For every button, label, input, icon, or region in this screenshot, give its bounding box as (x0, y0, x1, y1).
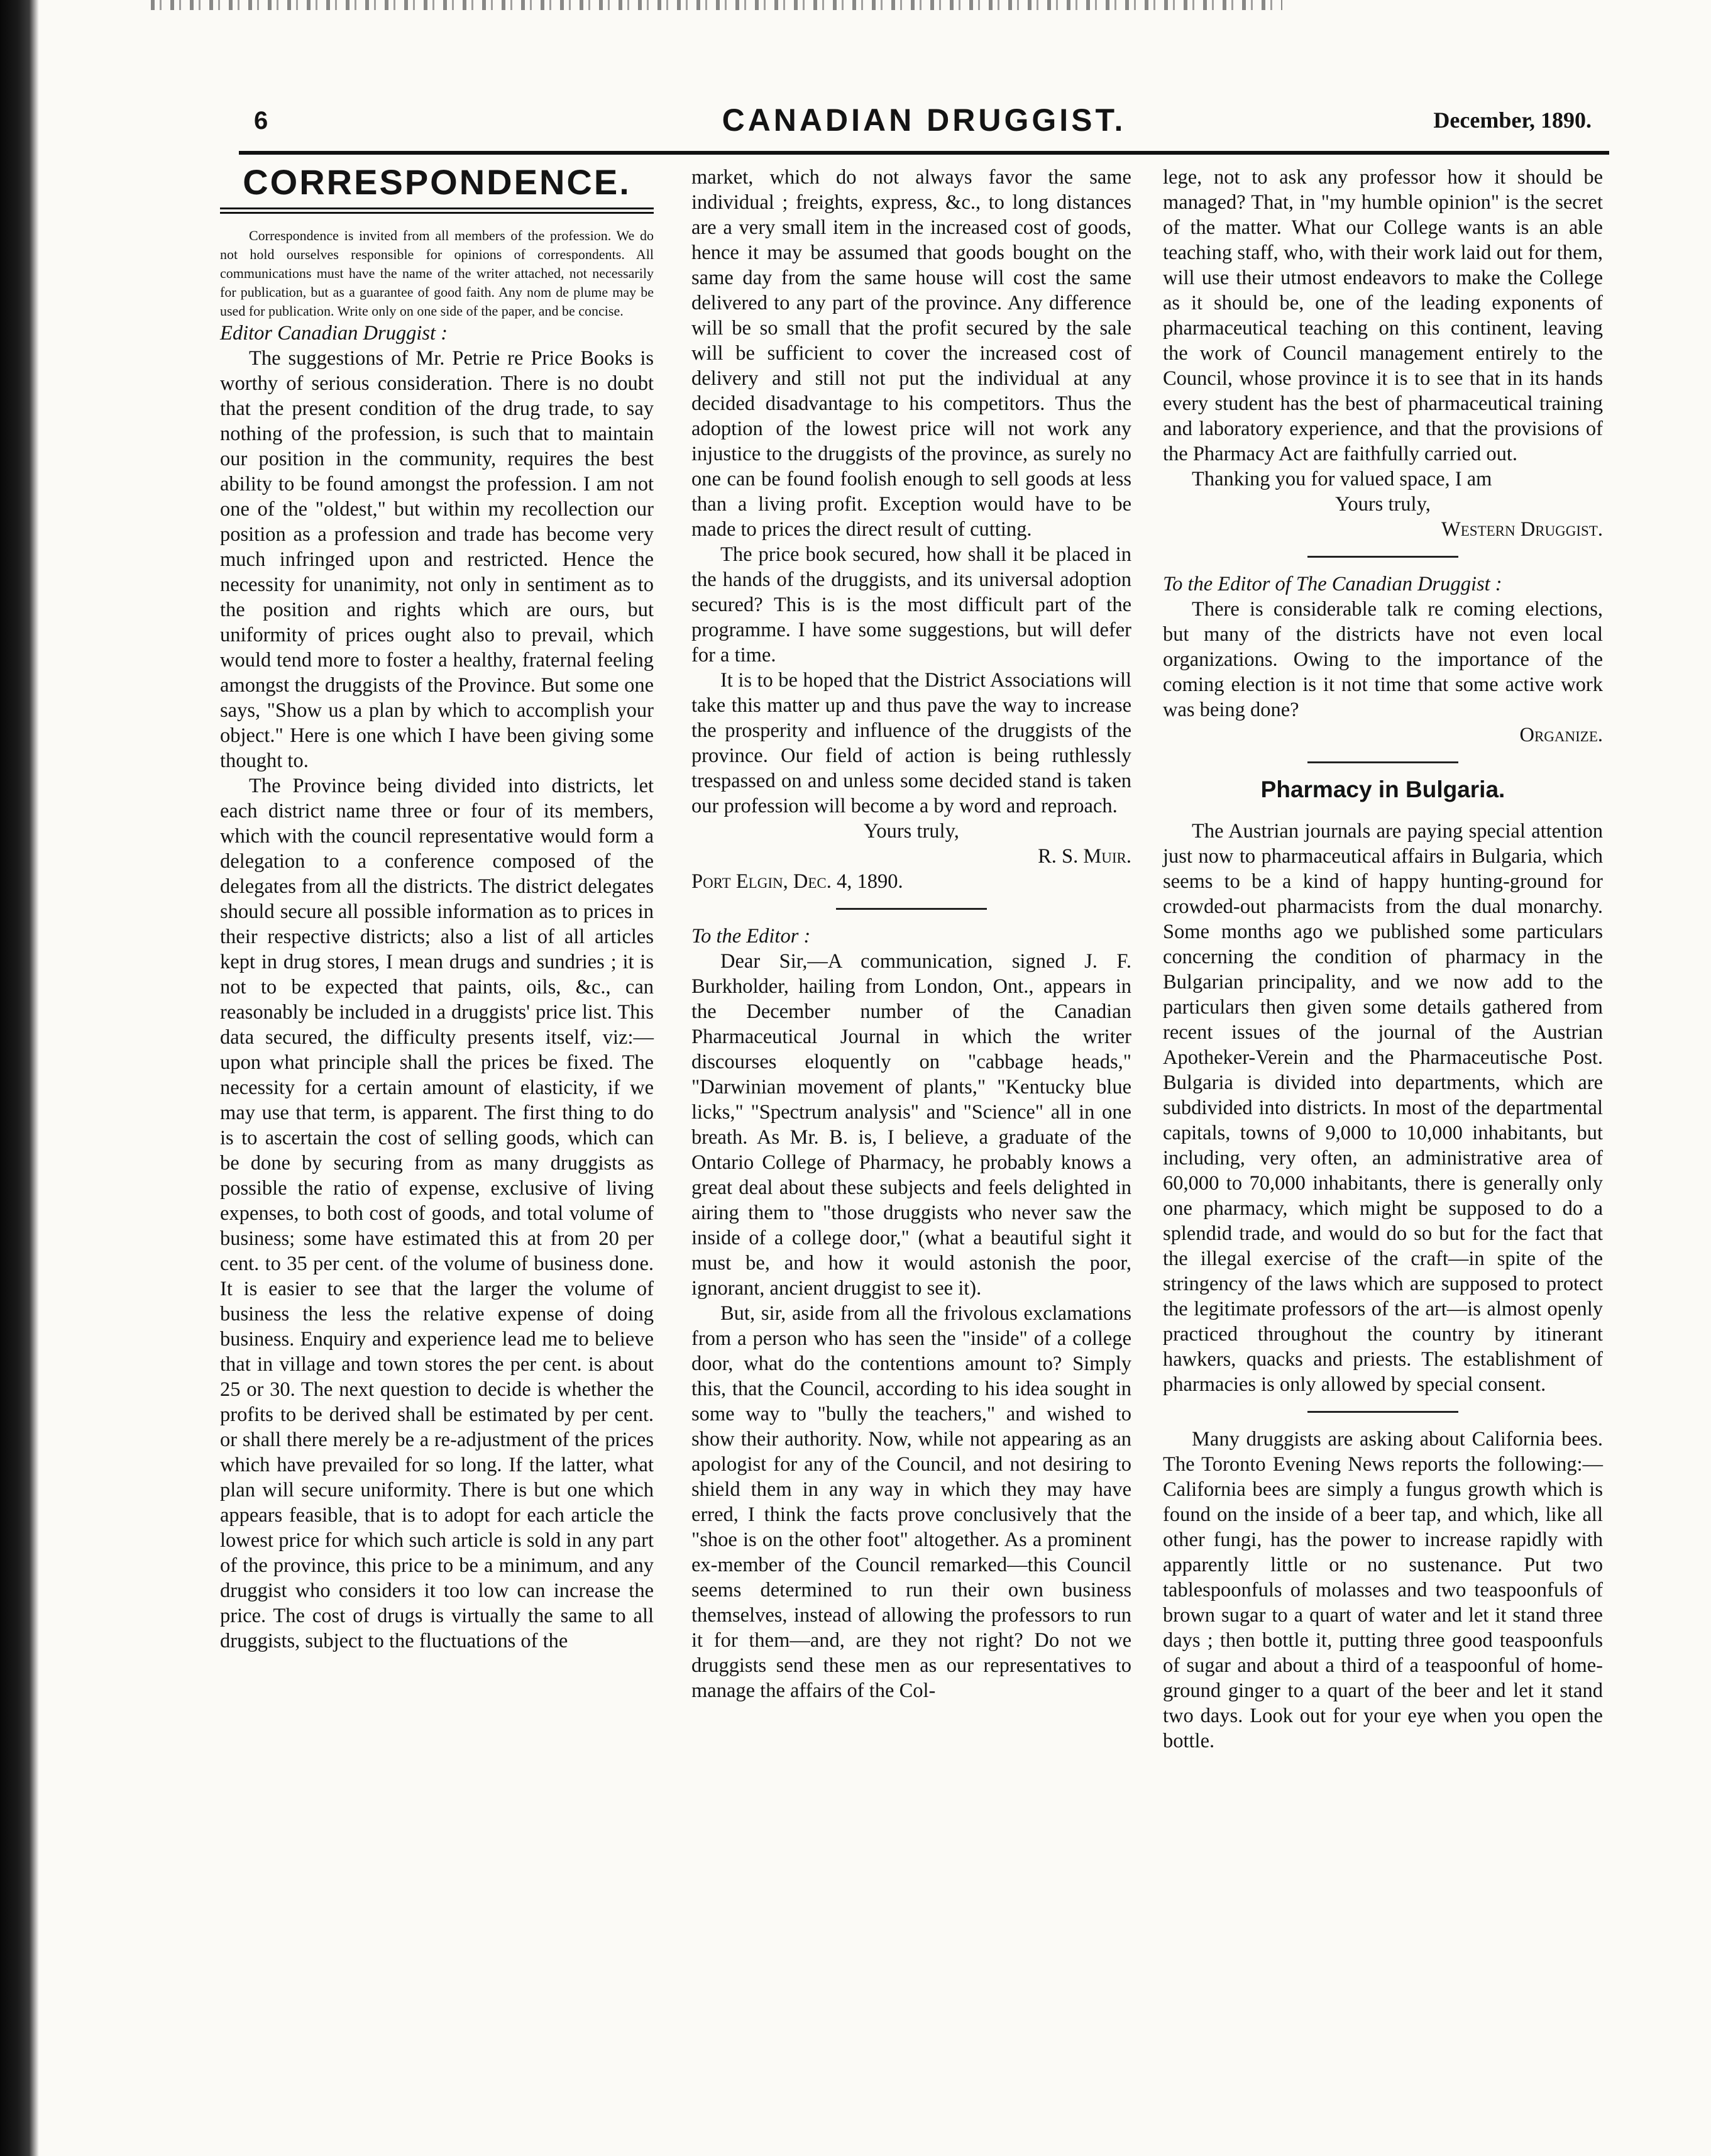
article-title: Pharmacy in Bulgaria. (1260, 777, 1505, 802)
article-paragraph: The Austrian journals are paying special attention just now to pharmaceutical affairs in Bulgaria, which seems to be a kind of happy hunting-ground for crowded-out pharmacists from the dual monarchy. Some months ago we published some particulars concerning the condition of pharmacy in the Bulgarian principality, and we now add to the particulars then given some details gathered from recent issues of the journal of the Austrian Apotheker-Verein and the Pharmaceutische Post. Bulgaria is divided into departments, which are subdivided into districts. In most of the departmental capitals, towns of 9,000 to 10,000 inhabitants, but including, very often, an administrative area of 60,000 to 70,000 inhabitants, there is generally only one pharmacy, which might be supposed to do a splendid trade, and would do so but for the fact that the illegal exercise of the craft—in spite of the stringency of the laws which are supposed to protect the legitimate professors of the art—is almost openly practiced throughout the country by itinerant hawkers, quacks and priests. The establishment of pharmacies is only allowed by special consent. (1163, 820, 1603, 1396)
letter1-signature: R. S. Muir. (1038, 845, 1131, 868)
page-binding-edge (0, 0, 39, 2156)
letter2-paragraph: Dear Sir,—A communication, signed J. F. Burkholder, hailing from London, Ont., appears in the December number of the Canadian Pharmaceutical Journal in which the writer discourses eloquently on "cabbage heads," "Darwinian movement of plants," "Kentucky blue licks," "Spectrum analysis" and "Science" all in one breath. As Mr. B. is, I believe, a graduate of the Ontario College of Pharmacy, he probably knows a great deal about these subjects and feels delighted in airing them to "those druggists who never saw the inside of a college door," (what a beautiful sight it must be, and how it would astonish the poor, ignorant, ancient druggist to see it). (691, 950, 1131, 1300)
letter3-salutation: To the Editor of The Canadian Druggist : (1163, 573, 1502, 595)
letter2-paragraph: But, sir, aside from all the frivolous exclamations from a person who has seen the "inside" of a college door, what do the contentions amount to? Simply this, that the Council, according to his idea sought in some way to "bully the teachers," and wished to show their authority. Now, while not appearing as an apologist for any of the Council, and not desiring to shield them in any way in which they may have erred, I think the facts prove conclusively that the "shoe is on the other foot" altogether. As a prominent ex-member of the Council remarked—this Council seems determined to run their own business themselves, instead of allowing the professors to run it for them—and, are they not right? Do not we druggists send these men as our representatives to manage the affairs of the Col- (691, 1302, 1131, 1702)
page-header (239, 94, 1609, 145)
article-paragraph: Many druggists are asking about California bees. The Toronto Evening News reports the following:—California bees are simply a fungus growth which is found on the inside of a beer tap, and which, like all other fungi, has the power to increase rapidly with apparently little or no sustenance. Put two tablespoonfuls of molasses and two teaspoonfuls of brown sugar to a quart of water and let it stand three days ; then bottle it, putting three good teaspoonfuls of sugar and about a third of a teaspoonful of home-ground ginger to a quart of the beer and let it stand two days. Look out for your eye when you open the bottle. (1163, 1428, 1603, 1752)
letter2-closing: Yours truly, (1335, 493, 1431, 516)
letter2-paragraph: Thanking you for valued space, I am (1192, 468, 1492, 490)
letter1-salutation: Editor Canadian Druggist : (220, 322, 448, 345)
letter1-closing: Yours truly, (864, 820, 959, 843)
divider-rule (1307, 556, 1458, 558)
letter1-paragraph: The Province being divided into districts, let each district name three or four of its members, which with the council representative would form a delegation to a conference composed of the delegates from all the districts. The district delegates should secure all possible information as to prices in their respective districts; also a list of all articles kept in drug stores, I mean drugs and sundries ; it is not to be expected that paints, oils, &c., can reasonably be included in a druggists' price list. This data secured, the difficulty presents itself, viz:— upon what principle shall the prices be fixed. The necessity for a certain amount of elasticity, if we may use that term, is apparent. The first thing to do is to ascertain the cost of selling goods, which can be done by securing from as many druggists as possible the ratio of expense, exclusive of living expenses, to both cost of goods, and total volume of business; some have estimated this at from 20 per cent. to 35 per cent. of the volume of business done. It is easier to see that the larger the volume of business the less the relative expense of doing business. Enquiry and experience lead me to believe that in village and town stores the per cent. is about 25 or 30. The next question to decide is whether the profits to be derived shall be estimated by per cent. or shall there merely be a re-adjustment of the prices which have prevailed for so long. If the latter, what plan will secure uniformity. There is but one which appears feasible, that is to adopt for each article the lowest price for which such article is sold in any part of the province, this price to be a minimum, and any druggist who considers it too low can increase the price. The cost of drugs is virtually the same to all druggists, subject to the fluctuations of the (220, 775, 654, 1652)
journal-title: CANADIAN DRUGGIST. (722, 102, 1126, 138)
letter1-paragraph: The price book secured, how shall it be placed in the hands of the druggists, and its universal adoption secured? This is is the most difficult part of the programme. I have some suggestions, but will defer for a time. (691, 543, 1131, 666)
scan-noise-top (151, 0, 1282, 10)
divider-rule (836, 908, 987, 910)
letter1-place-date: Port Elgin, Dec. 4, 1890. (691, 870, 903, 893)
letter1-paragraph: It is to be hoped that the District Associations will take this matter up and thus pave the way to increase the prosperity and influence of the druggists of the province. Our field of action is being ruthlessly trespassed on and unless some decided stand is taken our profession will become a by word and reproach. (691, 669, 1131, 817)
letter2-salutation: To the Editor : (691, 925, 811, 948)
issue-date: December, 1890. (1433, 108, 1592, 133)
page-number: 6 (254, 107, 268, 135)
column-2 (691, 165, 1131, 1703)
divider-rule (1307, 761, 1458, 763)
letter3-signature: Organize. (1519, 724, 1603, 746)
letter3-paragraph: There is considerable talk re coming elections, but many of the districts have not even local organizations. Owing to the importance of the coming election is it not time that some active work was being done? (1163, 598, 1603, 721)
letter1-paragraph: The suggestions of Mr. Petrie re Price Books is worthy of serious consideration. There is no doubt that the present condition of the drug trade, to say nothing of the profession, is such that to maintain our position in the community, requires the best ability to be found amongst the profession. I am not one of the "oldest," but within my recollection our position as a profession and trade has become very much infringed upon and restricted. Hence the necessity for unanimity, not only in sentiment as to the position and rights which are ours, but uniformity of prices ought also to prevail, which would tend more to foster a healthy, fraternal feeling amongst the druggists of the Province. But some one says, "Show us a plan by which to accomplish your object." Here is one which I have been giving some thought to. (220, 347, 654, 772)
column-1 (220, 162, 654, 1654)
correspondence-notice: Correspondence is invited from all members of the profession. We do not hold ourselves responsible for opinions of correspondents. All communications must have the name of the writer attached, not necessarily for publication, but as a guarantee of good faith. Any nom de plume may be used for publication. Write only on one side of the paper, and be concise. (220, 228, 654, 319)
section-title-rule (220, 207, 654, 214)
divider-rule (1307, 1411, 1458, 1413)
section-title: CORRESPONDENCE. (243, 162, 631, 202)
letter2-signature: Western Druggist. (1441, 518, 1603, 541)
header-rule (239, 151, 1609, 155)
letter1-paragraph: market, which do not always favor the same individual ; freights, express, &c., to long distances are a very small item in the increased cost of goods, hence it may be assumed that goods bought on the same day from the same house will cost the same delivered to any part of the province. Any difference will be so small that the profit secured by the sale will be sufficient to cover the increased cost of delivery and still not put the individual at any decided disadvantage to his competitors. Thus the adoption of the lowest price will not work any injustice to the druggists of the province, as surely no one can be found foolish enough to sell goods at less than a living profit. Exception would have to be made to prices the direct result of cutting. (691, 166, 1131, 541)
column-3 (1163, 165, 1603, 1754)
letter2-paragraph: lege, not to ask any professor how it should be managed? That, in "my humble opinion" is the secret of the matter. What our College wants is an able teaching staff, who, with their work laid out for them, will use their utmost endeavors to make the College as it should be, one of the leading exponents of pharmaceutical teaching on this continent, leaving the work of Council management entirely to the Council, whose province it is to see that in its hands every student has the best of pharmaceutical training and laboratory experience, and that the provisions of the Pharmacy Act are faithfully carried out. (1163, 166, 1603, 465)
